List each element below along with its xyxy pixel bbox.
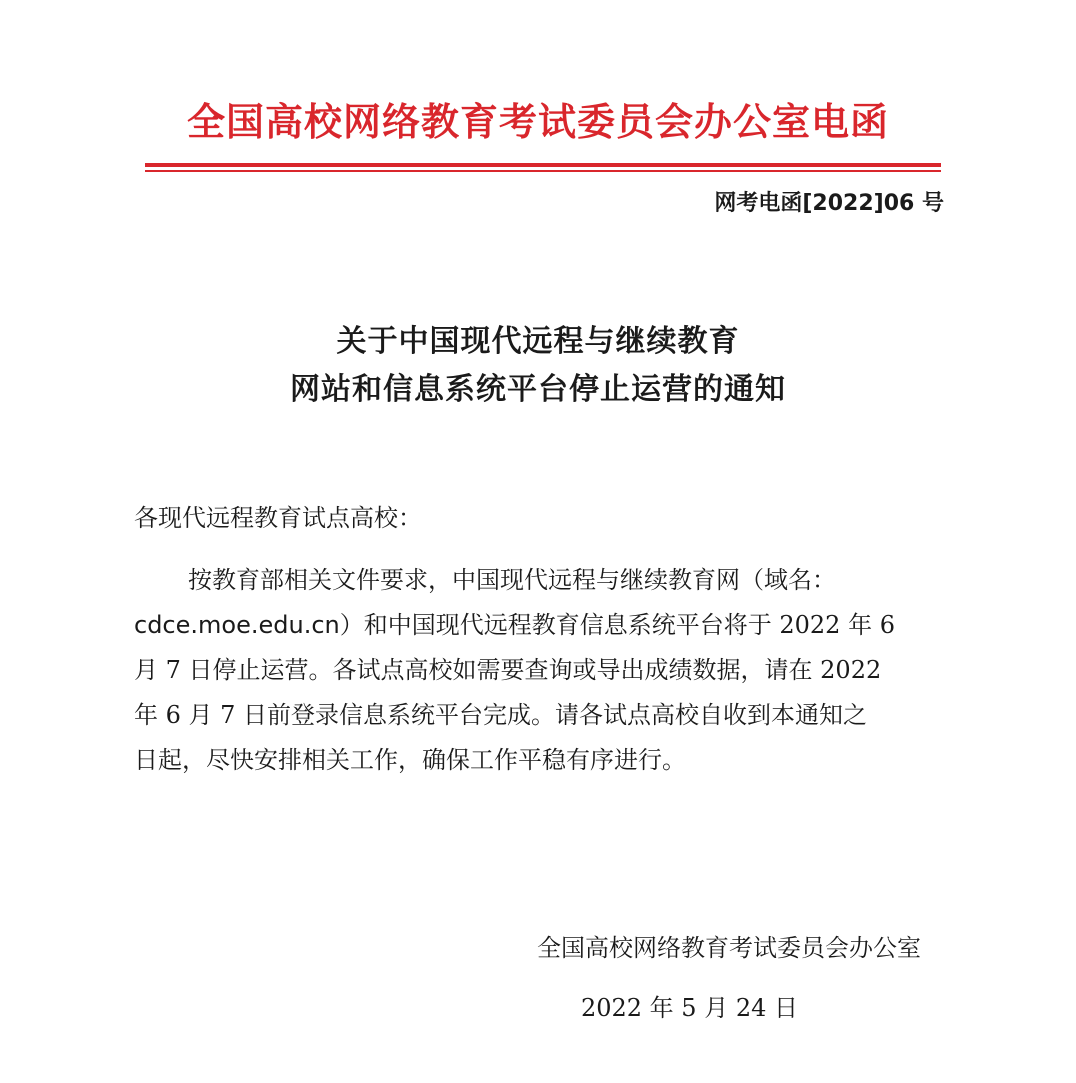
issue-date: 2022 年 5 月 24 日 bbox=[580, 994, 798, 1022]
body-line-5: 日起，尽快安排相关工作，确保工作平稳有序进行。 bbox=[134, 746, 686, 774]
notice-title-line-1: 关于中国现代远程与继续教育 bbox=[336, 324, 740, 359]
letterhead-title: 全国高校网络教育考试委员会办公室电函 bbox=[186, 100, 889, 144]
body-line-3: 月 7 日停止运营。各试点高校如需要查询或导出成绩数据，请在 2022 bbox=[134, 656, 882, 684]
salutation: 各现代远程教育试点高校： bbox=[134, 504, 422, 532]
body-line-4: 年 6 月 7 日前登录信息系统平台完成。请各试点高校自收到本通知之 bbox=[134, 701, 868, 729]
notice-title-line-2: 网站和信息系统平台停止运营的通知 bbox=[290, 372, 786, 407]
letterhead-rule-thick bbox=[145, 163, 941, 167]
body-line-1: 按教育部相关文件要求，中国现代远程与继续教育网（域名： bbox=[188, 566, 836, 594]
signatory: 全国高校网络教育考试委员会办公室 bbox=[537, 934, 921, 962]
website-domain: cdce.moe.edu.cn bbox=[134, 611, 340, 639]
body-line-2 bbox=[134, 605, 949, 645]
letterhead-rule-thin bbox=[145, 170, 941, 172]
body-line-2-text: ）和中国现代远程教育信息系统平台将于 2022 年 6 bbox=[339, 611, 895, 639]
document-number: 网考电函[2022]06 号 bbox=[714, 191, 944, 216]
